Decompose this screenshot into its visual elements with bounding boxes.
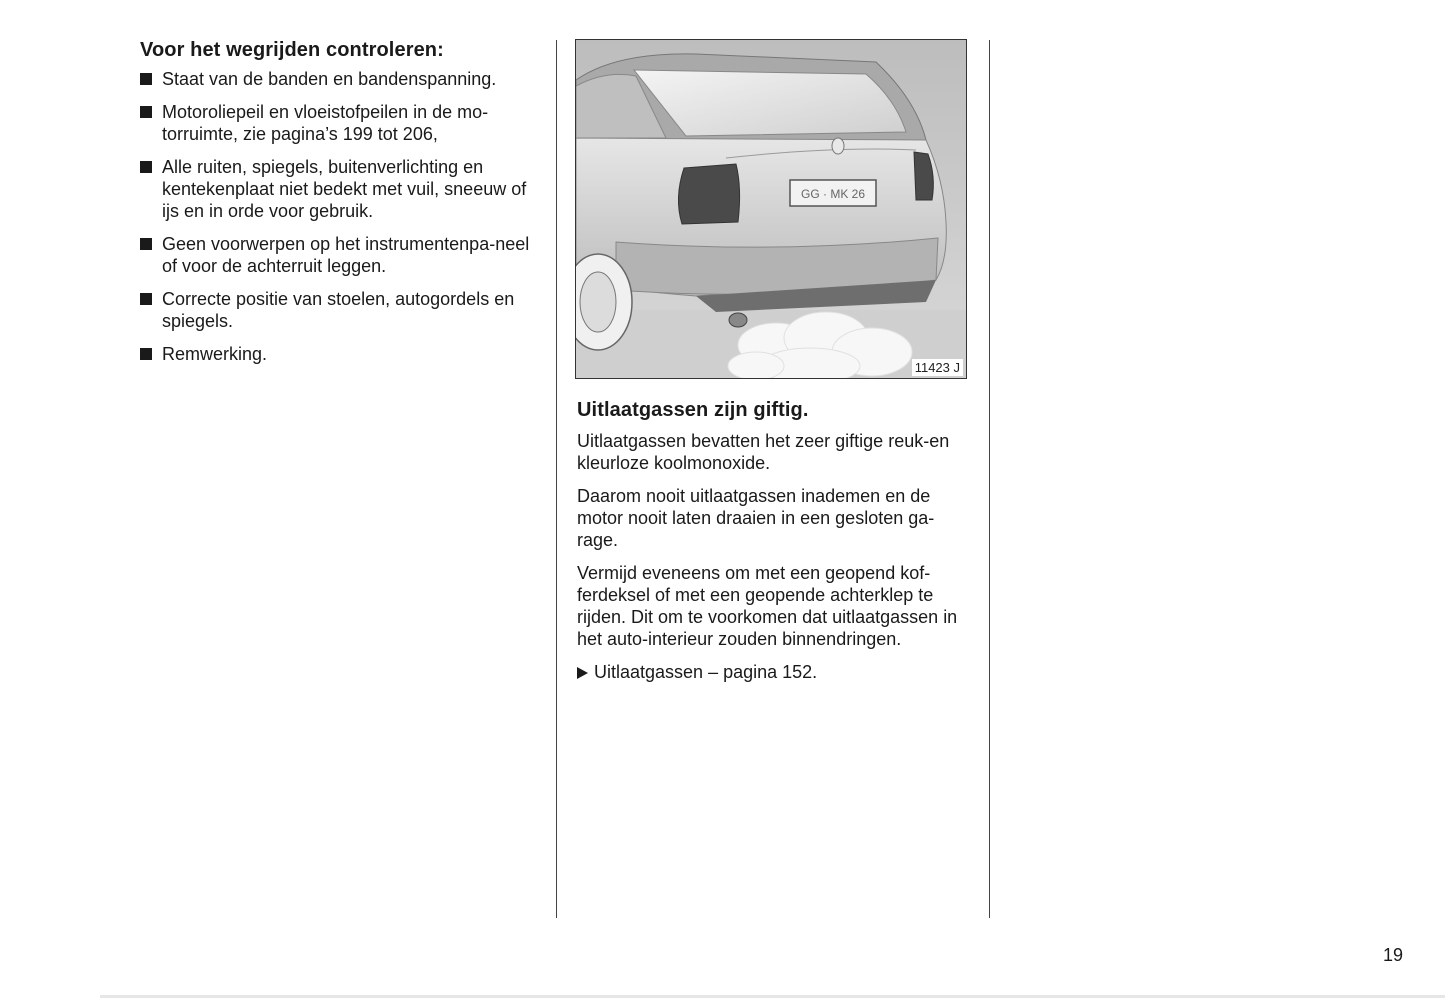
- checklist-item: [140, 101, 535, 145]
- checklist-item: [140, 156, 535, 222]
- square-bullet-icon: [140, 161, 152, 173]
- page-reference: [577, 661, 969, 683]
- paragraph: Vermijd eveneens om met een geopend kof-ferdeksel of met een geopende achterklep te rijden. Dit om te voorkomen dat uitlaatgassen in het auto-interieur zouden binnendringen.: [577, 563, 958, 649]
- car-exhaust-illustration: [575, 39, 967, 379]
- checklist-item: [140, 233, 535, 277]
- column-divider: [989, 40, 990, 918]
- checklist-item: [140, 343, 535, 365]
- checklist-item-text: Staat van de banden en bandenspanning.: [162, 69, 497, 89]
- page-number: 19: [1383, 945, 1404, 965]
- checklist-item-text: Geen voorwerpen op het instrumentenpa-neel of voor de achterruit leggen.: [162, 234, 530, 276]
- checklist-item: [140, 68, 535, 90]
- square-bullet-icon: [140, 238, 152, 250]
- square-bullet-icon: [140, 293, 152, 305]
- left-column: [140, 36, 535, 376]
- paragraph: Uitlaatgassen bevatten het zeer giftige reuk-en kleurloze koolmonoxide.: [577, 431, 950, 473]
- square-bullet-icon: [140, 348, 152, 360]
- car-rear-drawing: [576, 40, 966, 378]
- checklist-item-text: Alle ruiten, spiegels, buitenverlichting en kentekenplaat niet bedekt met vuil, sneeuw of ijs en in orde voor gebruik.: [162, 157, 527, 221]
- checklist-item-text: Correcte positie van stoelen, autogordels en spiegels.: [162, 289, 515, 331]
- checklist-heading: Voor het wegrijden controleren:: [140, 39, 444, 61]
- square-bullet-icon: [140, 73, 152, 85]
- warning-heading: Uitlaatgassen zijn giftig.: [577, 399, 809, 421]
- paragraph: Daarom nooit uitlaatgassen inademen en de motor nooit laten draaien in een gesloten ga-rage.: [577, 486, 935, 550]
- license-plate-text: GG · MK 26: [800, 187, 866, 201]
- checklist: [140, 68, 535, 365]
- checklist-item-text: Remwerking.: [162, 344, 268, 364]
- square-bullet-icon: [140, 106, 152, 118]
- page-reference-text: Uitlaatgassen – pagina 152.: [594, 662, 818, 682]
- checklist-item-text: Motoroliepeil en vloeistofpeilen in de mo-torruimte, zie pagina’s 199 tot 206,: [162, 102, 489, 144]
- right-column: [577, 396, 969, 694]
- checklist-item: [140, 288, 535, 332]
- column-divider: [556, 40, 557, 918]
- figure-code-label: 11423 J: [912, 359, 963, 376]
- triangle-arrow-icon: [577, 667, 588, 679]
